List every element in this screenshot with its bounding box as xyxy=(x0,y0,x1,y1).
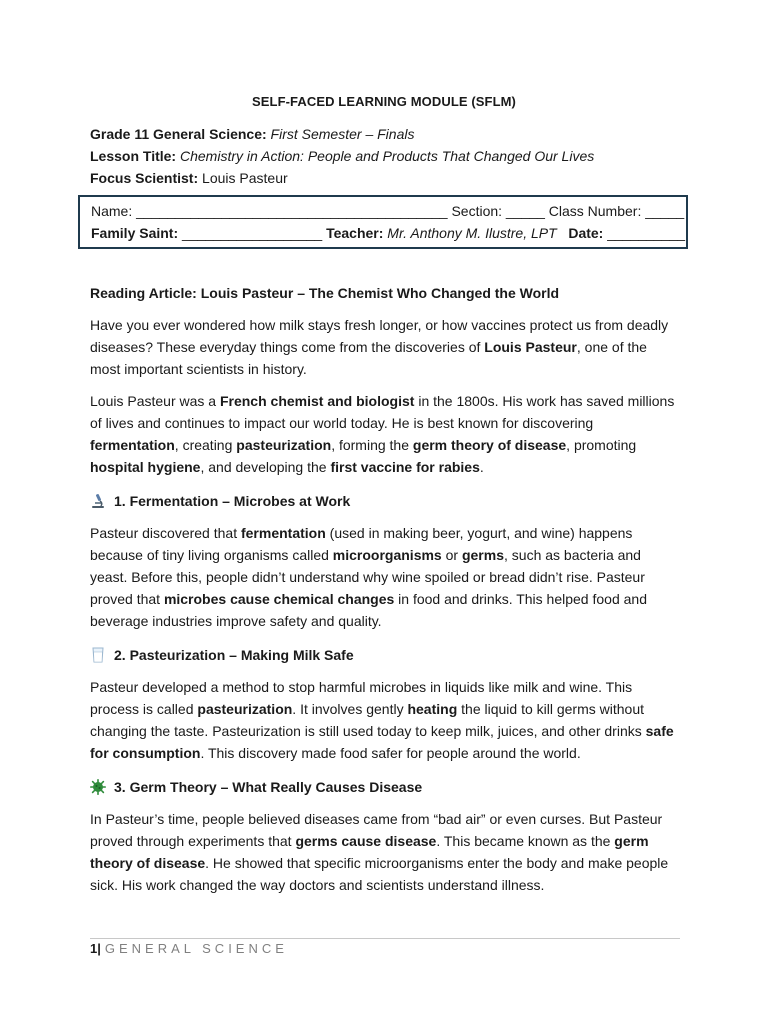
saint-teacher-date-line xyxy=(91,225,685,241)
microscope-icon xyxy=(90,493,106,509)
saint-blank[interactable]: __________________ xyxy=(182,225,323,241)
article-heading: Reading Article: Louis Pasteur – The Chemist Who Changed the World xyxy=(90,285,560,301)
fermentation-paragraph: Pasteur discovered that fermentation (used in making beer, yogurt, and wine) happens because of tiny living organisms called microorganisms or germs, such as bacteria and yeast. Before this, people didn’t understand why wine spoiled or bread didn’t rise. Pasteur proved that microbes cause chemical changes in food and drinks. This helped food and beverage industries improve safety and quality. xyxy=(90,525,647,629)
scientist-line xyxy=(90,168,690,188)
bio-paragraph: Louis Pasteur was a French chemist and biologist in the 1800s. His work has saved millions of lives and continues to impact our world today. He is best known for discovering fermentation, creating pasteurization, forming the germ theory of disease, promoting hospital hygiene, and developing the first vaccine for rabies. xyxy=(90,393,675,475)
lesson-label: Lesson Title: xyxy=(90,148,177,164)
footer-label: GENERAL SCIENCE xyxy=(104,941,288,956)
section-heading-germ-theory: 3. Germ Theory – What Really Causes Disease xyxy=(90,776,680,798)
scientist-value: Louis Pasteur xyxy=(202,170,288,186)
pasteurization-paragraph: Pasteur developed a method to stop harmful microbes in liquids like milk and wine. This process is called pasteurization. It involves gently heating the liquid to kill germs without changing the taste. Pasteurization is still used today to keep milk, juices, and other drinks safe for consumption. This discovery made food safer for people around the world. xyxy=(90,679,674,761)
name-section-line[interactable]: Name: ________________________________________ Section: _____ Class Number: _____ xyxy=(91,203,685,219)
article-content xyxy=(90,282,680,896)
microbe-icon xyxy=(90,779,106,795)
scientist-label: Focus Scientist: xyxy=(90,170,199,186)
page-footer xyxy=(90,941,288,956)
grade-line xyxy=(90,124,690,144)
lesson-value: Chemistry in Action: People and Products That Changed Our Lives xyxy=(179,148,595,164)
germ-theory-paragraph: In Pasteur’s time, people believed diseases came from “bad air” or even curses. But Pasteur proved through experiments that germs cause disease. This became known as the germ theory of disease. He showed that specific microorganisms enter the body and make people sick. His work changed the way doctors and scientists understand illness. xyxy=(90,811,669,893)
lesson-line xyxy=(90,146,690,166)
teacher-label: Teacher: xyxy=(326,225,384,241)
section-heading-pasteurization: 2. Pasteurization – Making Milk Safe xyxy=(90,644,680,666)
date-label: Date: xyxy=(568,225,604,241)
teacher-value: Mr. Anthony M. Ilustre, LPT xyxy=(387,225,557,241)
saint-label: Family Saint: xyxy=(91,225,179,241)
module-title: SELF-FACED LEARNING MODULE (SFLM) xyxy=(251,94,516,109)
grade-label: Grade 11 General Science: xyxy=(90,126,267,142)
section-heading-fermentation: 1. Fermentation – Microbes at Work xyxy=(90,490,680,512)
date-blank[interactable]: __________ xyxy=(607,225,686,241)
page-number: 1 xyxy=(90,941,98,956)
milk-glass-icon xyxy=(90,647,106,663)
student-info-box xyxy=(78,195,688,249)
grade-value: First Semester – Finals xyxy=(270,126,415,142)
footer-separator: | xyxy=(97,941,101,956)
footer-divider xyxy=(90,938,680,939)
intro-paragraph: Have you ever wondered how milk stays fresh longer, or how vaccines protect us from deadly diseases? These everyday things come from the discoveries of Louis Pasteur, one of the most important scientists in history. xyxy=(90,317,669,377)
